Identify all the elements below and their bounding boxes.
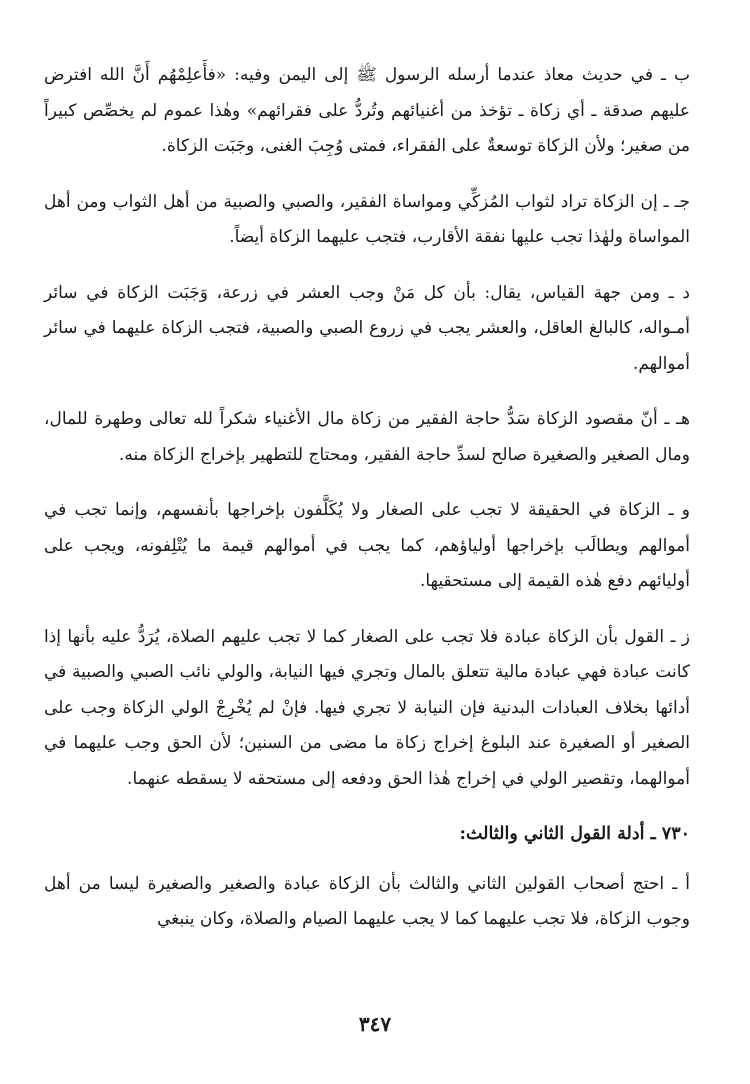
page-body xyxy=(44,58,690,958)
page-number: ٣٤٧ xyxy=(358,1012,392,1036)
paragraph-text: احتج أصحاب القولين الثاني والثالث بأن الزكاة عبادة والصغير والصغيرة ليسا من أهل وجوب الزكاة، فلا تجب عليهما كما لا يجب عليهما الصيام والصلاة، وكان ينبغي xyxy=(44,873,690,929)
paragraph-label: جـ ـ xyxy=(663,191,691,212)
paragraph-jim xyxy=(44,185,690,256)
paragraph-text: إن الزكاة تراد لثواب المُزكِّي ومواساة الفقير، والصبي والصبية من أهل الثواب ومن أهل المواساة ولهٰذا تجب عليها نفقة الأقارب، فتجب عليهما الزكاة أيضاً. xyxy=(44,191,690,247)
paragraph-ha xyxy=(44,402,690,473)
paragraph-label: د ـ xyxy=(668,282,690,303)
paragraph-zay xyxy=(44,620,690,798)
paragraph-dal xyxy=(44,276,690,383)
paragraph-alif xyxy=(44,867,690,938)
paragraph-ba xyxy=(44,58,690,165)
paragraph-text: القول بأن الزكاة عبادة فلا تجب على الصغار كما لا تجب عليهم الصلاة، يُرَدُّ عليه بأنها إذا كانت عبادة فهي عبادة مالية تتعلق بالمال وتجري فيها النيابة، والولي نائب الصبي والصبية في أدائها بخلاف العبادات البدنية فإن النيابة لا تجري فيها. فإنْ لم يُخْرِجْ الولي الزكاة وجب على الصغير أو الصغيرة عند البلوغ إخراج زكاة ما مضى من السنين؛ لأن الحق وجب عليهما في أموالهما، وتقصير الولي في إخراج هٰذا الحق ودفعه إلى مستحقه لا يسقطه عنهما. xyxy=(44,626,690,789)
paragraph-label: و ـ xyxy=(668,500,691,520)
paragraph-text: في حديث معاذ عندما أرسله الرسول ﷺ إلى اليمن وفيه: «فأَعلِمْهُم أَنَّ الله افترض عليهم صدقة ـ أي زكاة ـ تؤخذ من أغنيائهم وتُردُّ على فقرائهم» وهٰذا عموم لم يخصِّص كبيراً من صغير؛ ولأن الزكاة توسعةٌ على الفقراء، فمتى وُجِبَ الغنى، وجَبَت الزكاة. xyxy=(44,65,690,156)
paragraph-label: ز ـ xyxy=(670,626,691,647)
paragraph-text: الزكاة في الحقيقة لا تجب على الصغار ولا يُكَلَّفون بإخراجها بأنفسهم، وإنما تجب في أموالهم ويطالَب بإخراجها أولياؤهم، كما يجب في أموالهم قيمة ما يُتْلِفونه، ويجب على أوليائهم دفع هٰذه القيمة إلى مستحقيها. xyxy=(44,500,690,591)
paragraph-label: أ ـ xyxy=(672,873,691,894)
paragraph-label: ب ـ xyxy=(661,65,691,85)
paragraph-text: ومن جهة القياس، يقال: بأن كل مَنْ وجب العشر في زرعة، وَجَبَت الزكاة في سائر أمـواله، كالبالغ العاقل، والعشر يجب في زروع الصبي والصبية، فتجب الزكاة عليهما في سائر أموالهم. xyxy=(44,282,690,374)
paragraph-waw xyxy=(44,493,690,600)
paragraph-label: هـ ـ xyxy=(664,409,690,429)
paragraph-text: أنّ مقصود الزكاة سَدُّ حاجة الفقير من زكاة مال الأغنياء شكراً لله تعالى وطهرة للمال، ومال الصغير والصغيرة صالح لسدِّ حاجة الفقير، ومحتاج للتطهير بإخراج الزكاة منه. xyxy=(44,409,690,465)
section-heading: ٧٣٠ ـ أدلة القول الثاني والثالث: xyxy=(459,824,690,844)
